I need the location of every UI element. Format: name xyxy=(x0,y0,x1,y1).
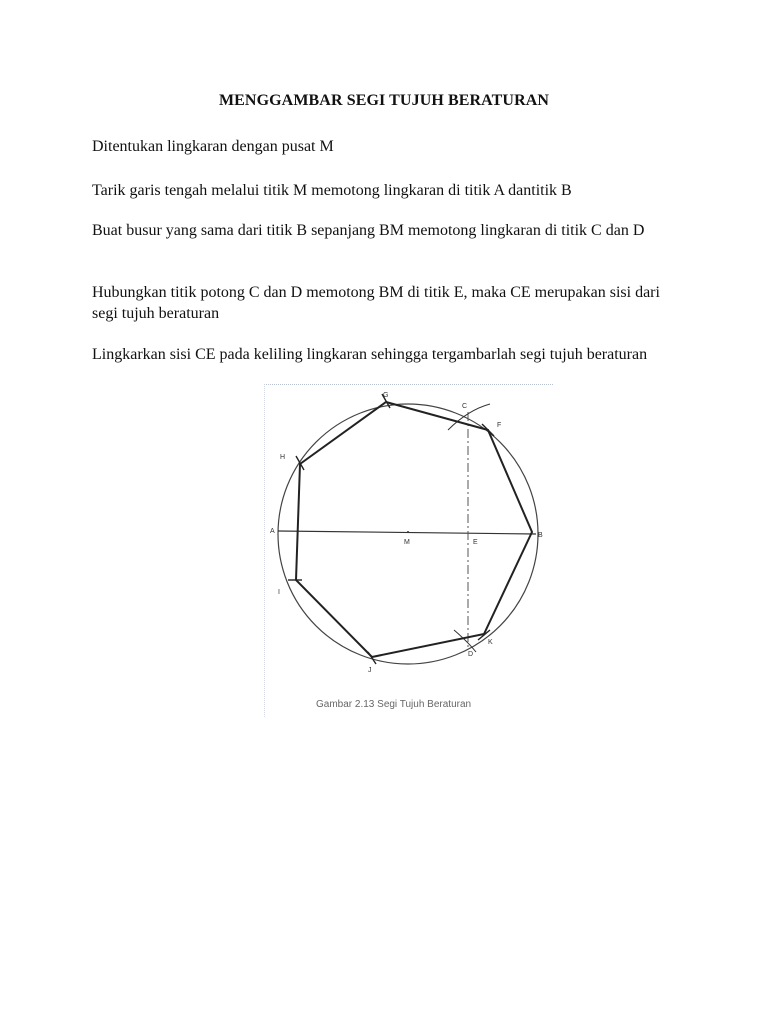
step-paragraph-2: Tarik garis tengah melalui titik M memotong lingkaran di titik A dantitik B xyxy=(92,182,572,199)
heptagon-diagram xyxy=(264,384,554,718)
label-c: C xyxy=(462,403,468,410)
label-a: A xyxy=(270,528,275,535)
regular-heptagon xyxy=(296,402,532,657)
label-h: H xyxy=(280,454,286,461)
label-m: M xyxy=(404,539,410,546)
label-d: D xyxy=(468,651,474,658)
diameter-line-ab xyxy=(278,531,536,534)
label-f: F xyxy=(497,422,502,429)
label-k: K xyxy=(488,639,493,646)
step-paragraph-3: Buat busur yang sama dari titik B sepanjang BM memotong lingkaran di titik C dan D xyxy=(92,222,645,239)
document-title: MENGGAMBAR SEGI TUJUH BERATURAN xyxy=(218,92,550,109)
center-point-m xyxy=(407,531,409,533)
arc-mark-d xyxy=(454,630,476,652)
step-paragraph-1: Ditentukan lingkaran dengan pusat M xyxy=(92,138,334,155)
label-i: I xyxy=(278,589,280,596)
tick-mark-f xyxy=(482,424,494,436)
label-j: J xyxy=(368,667,372,674)
label-e: E xyxy=(473,539,478,546)
label-b: B xyxy=(538,532,543,539)
heptagon-construction-figure xyxy=(264,384,554,718)
label-g: G xyxy=(383,392,389,399)
figure-caption: Gambar 2.13 Segi Tujuh Beraturan xyxy=(316,699,472,710)
step-paragraph-5: Lingkarkan sisi CE pada keliling lingkaran sehingga tergambarlah segi tujuh beraturan xyxy=(92,346,648,363)
step-paragraph-4: Hubungkan titik potong C dan D memotong BM di titik E, maka CE merupakan sisi dari segi tujuh beraturan xyxy=(92,284,660,322)
